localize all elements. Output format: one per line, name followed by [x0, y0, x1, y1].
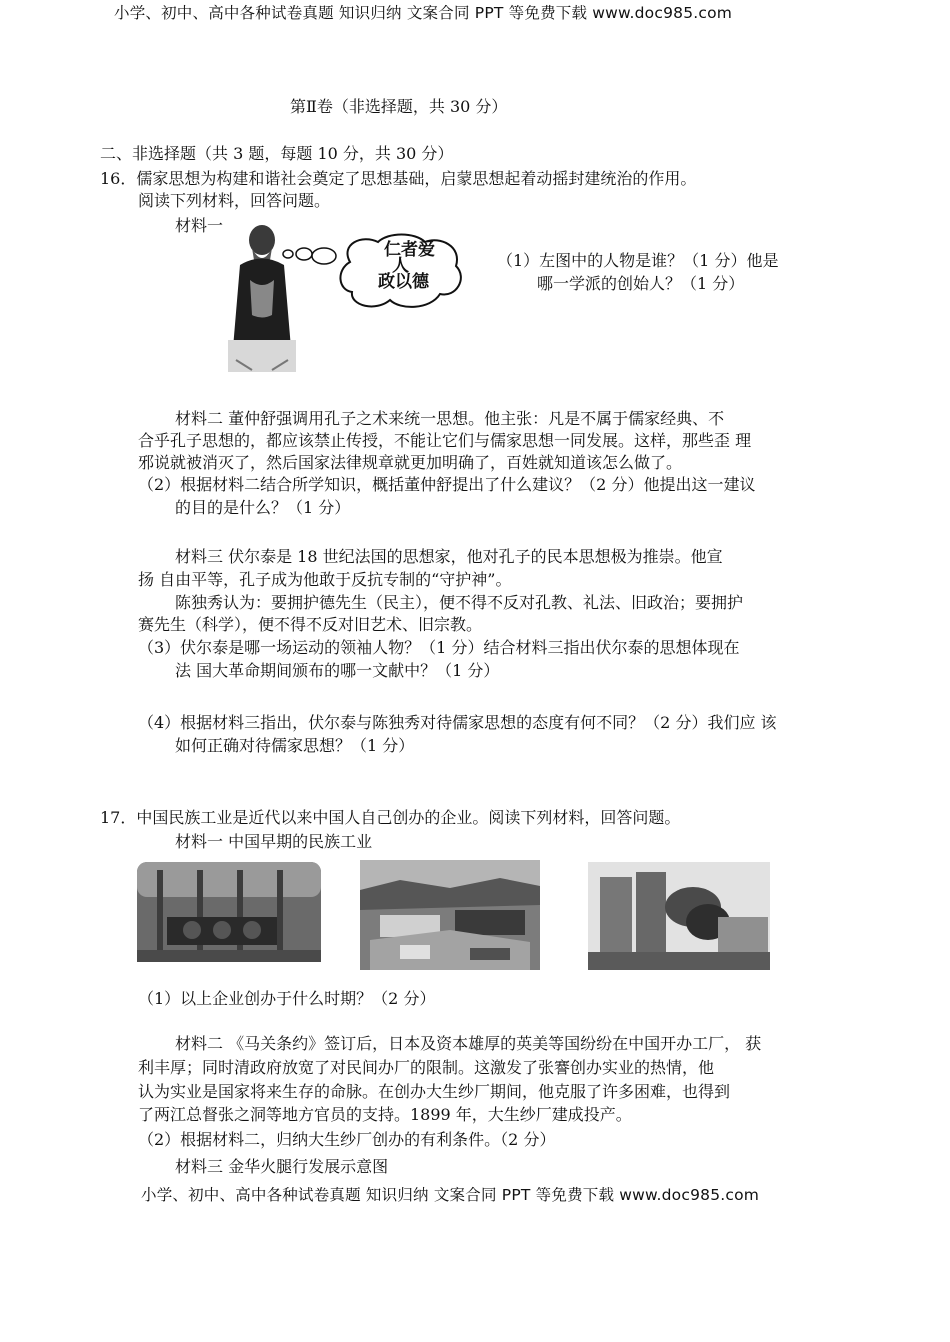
- q17-material2-line3: 认为实业是国家将来生存的命脉。在创办大生纱厂期间，他克服了许多困难，也得到: [138, 1082, 731, 1101]
- q17-material2-line4: 了两江总督张之洞等地方官员的支持。1899 年，大生纱厂建成投产。: [138, 1105, 632, 1124]
- thought-cloud: [280, 232, 470, 312]
- page-footer: 小学、初中、高中各种试卷真题 知识归纳 文案合同 PPT 等免费下载 www.doc985.com: [141, 1186, 760, 1204]
- section-title: 第Ⅱ卷（非选择题，共 30 分）: [290, 97, 508, 116]
- q16-material3-line2: 扬 自由平等，孔子成为他敢于反抗专制的“守护神”。: [138, 570, 512, 589]
- q16-material2-line2: 合乎孔子思想的，都应该禁止传授，不能让它们与儒家思想一同发展。这样，那些歪 理: [138, 431, 752, 450]
- q16-sub1-line1: （1）左图中的人物是谁？（1 分）他是: [497, 251, 779, 270]
- q16-sub1-line2: 哪一学派的创始人？（1 分）: [537, 274, 745, 293]
- q16-sub3-line2: 法 国大革命期间颁布的哪一文献中？（1 分）: [175, 661, 500, 680]
- q16-material3-line1: 材料三 伏尔泰是 18 世纪法国的思想家，他对孔子的民本思想极为推崇。他宣: [175, 547, 723, 566]
- page-header: 小学、初中、高中各种试卷真题 知识归纳 文案合同 PPT 等免费下载 www.doc985.com: [114, 4, 733, 22]
- q16-sub4-line1: （4）根据材料三指出，伏尔泰与陈独秀对待儒家思想的态度有何不同？（2 分）我们应 该: [138, 713, 777, 732]
- q17-material1-label: 材料一 中国早期的民族工业: [175, 832, 373, 851]
- q16-stem-line1: 16．儒家思想为构建和谐社会奠定了思想基础，启蒙思想起着动摇封建统治的作用。: [100, 169, 697, 188]
- q16-sub4-line2: 如何正确对待儒家思想？（1 分）: [175, 736, 415, 755]
- q16-stem-line2: 阅读下列材料，回答问题。: [138, 191, 331, 210]
- q17-material3-label: 材料三 金华火腿行发展示意图: [175, 1157, 389, 1176]
- q17-stem: 17．中国民族工业是近代以来中国人自己创办的企业。阅读下列材料，回答问题。: [100, 808, 681, 827]
- q17-sub2: （2）根据材料二，归纳大生纱厂创办的有利条件。（2 分）: [138, 1130, 556, 1149]
- section-intro: 二、非选择题（共 3 题，每题 10 分，共 30 分）: [100, 144, 454, 163]
- q16-sub2-line2: 的目的是什么？（1 分）: [175, 498, 351, 517]
- q16-material2-line1: 材料二 董仲舒强调用孔子之术来统一思想。他主张：凡是不属于儒家经典、不: [175, 409, 725, 428]
- factory-photo-1: [137, 862, 321, 962]
- q16-sub3-line1: （3）伏尔泰是哪一场运动的领袖人物？（1 分）结合材料三指出伏尔泰的思想体现在: [138, 638, 740, 657]
- cloud-text-line1: 仁者爱: [384, 240, 435, 260]
- cloud-text-line3: 政以德: [378, 272, 429, 292]
- q16-material3-line4: 赛先生（科学），便不得不反对旧艺术、旧宗教。: [138, 615, 483, 634]
- q16-material2-line3: 邪说就被消灭了，然后国家法律规章就更加明确了，百姓就知道该怎么做了。: [138, 453, 683, 472]
- cloud-text-line2: 人: [392, 256, 409, 276]
- q16-material1-label: 材料一: [175, 216, 224, 235]
- factory-photo-3: [588, 862, 770, 970]
- q17-sub1: （1）以上企业创办于什么时期？（2 分）: [138, 989, 436, 1008]
- factory-photo-2: [360, 860, 540, 970]
- q16-material3-line3: 陈独秀认为：要拥护德先生（民主），便不得不反对孔教、礼法、旧政治；要拥护: [175, 593, 744, 612]
- q17-material2-line1: 材料二 《马关条约》签订后，日本及资本雄厚的英美等国纷纷在中国开办工厂， 获: [175, 1034, 762, 1053]
- q17-material2-line2: 利丰厚；同时清政府放宽了对民间办厂的限制。这激发了张謇创办实业的热情，他: [138, 1058, 715, 1077]
- q16-sub2-line1: （2）根据材料二结合所学知识，概括董仲舒提出了什么建议？（2 分）他提出这一建议: [138, 475, 756, 494]
